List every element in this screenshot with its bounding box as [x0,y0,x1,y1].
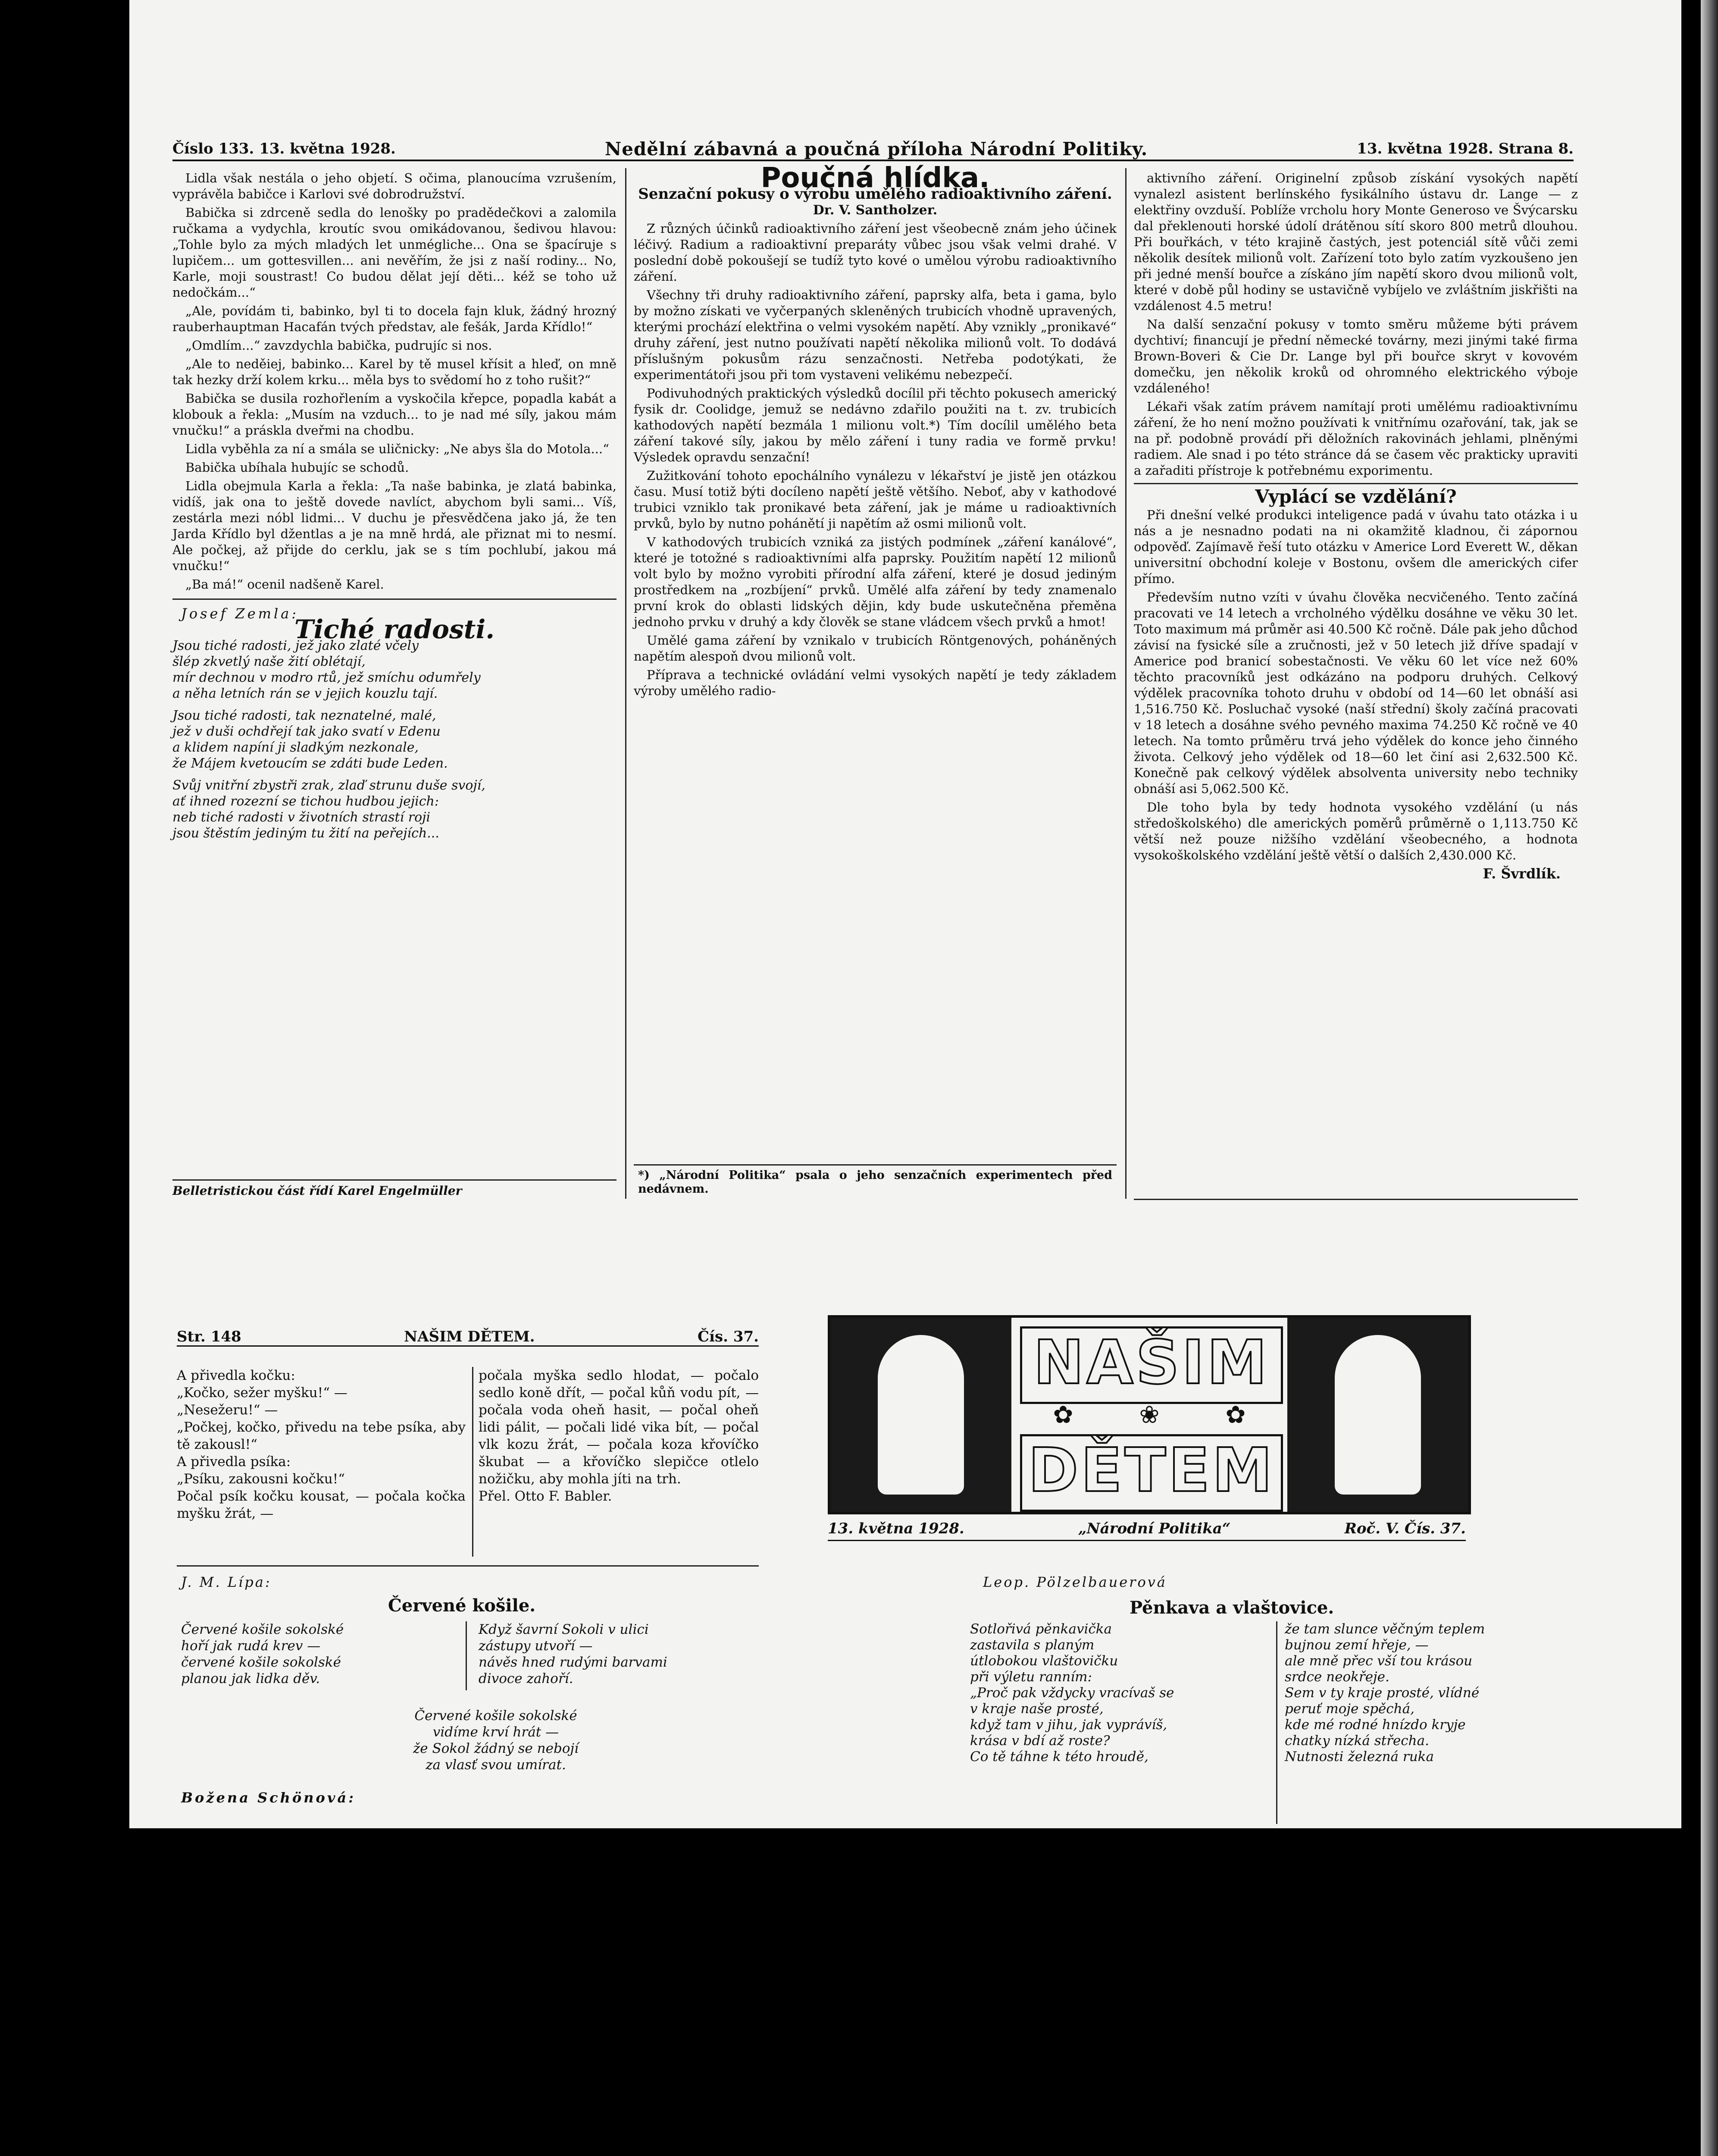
kids-poem-line: „Nesežeru!“ — [177,1402,278,1418]
article-text [634,221,1117,699]
masthead-footer [828,1520,1466,1541]
kids-header [177,1328,759,1347]
poem-line: vidíme krví hrát — [432,1724,559,1740]
kids-poem-line: počala myška sedlo hlodat, — počalo sedlo koně dřít, — počal kůň vodu pít, — počala voda oheň hasit, — počal oheň lidi pálit, — počali lidé vika bít, — počal vlk kozu žrát, — počala koza křovíčko škubat — a křovíčko slepičce otlelo nožičku, aby mohla jíti na trh. [479,1368,759,1487]
poem-line: že Sokol žádný se nebojí [413,1741,579,1756]
column-rule [1125,168,1127,1199]
kids-poem-line: Přel. Otto F. Babler. [479,1489,612,1504]
footnote: *) „Národní Politika“ psala o jeho senzačních experimentech před nedávnem. [638,1169,1112,1196]
poem-line: neb tiché radosti v životních strastí roji [172,810,431,825]
poem-line: Červené košile sokolské [414,1708,577,1724]
kp2-bottom [345,1708,647,1773]
poem-line: Červené košile sokolské [181,1622,344,1637]
poem-line: návěs hned rudými barvami [479,1655,667,1670]
poem-line: a něha letních rán se v jejich kouzlu tají. [172,686,438,701]
poem-line: ať ihned rozezní se tichou hudbou jejich: [172,794,439,809]
poem-stanza [172,708,616,771]
article-title: Senzační pokusy o výrobu umělého radioaktivního záření. [638,185,1112,203]
kids-poem-line: „Počkej, kočko, přivedu na tebe psíka, aby tě zakousl!“ [177,1420,466,1452]
kp3-title: Pěnkava a vlaštovice. [1130,1598,1334,1618]
kp3-right [1285,1621,1587,1765]
kp2-right [479,1621,754,1687]
article-paragraph: V kathodových trubicích vzniká za jistých podmínek „záření kanálové“, které je totožné s radioaktivními alfa paprsky. Použitím napětí 12 milionů volt bylo by možno vyrobiti přírodní alfa záření, které je dosud jediným prostředkem na „rozbíjení“ prvků. Umělé alfa záření by tedy znamenalo první krok do oblasti lidských dějin, kdy bude uskutečněna přeměna jednoho prvku v druhý a kdy člověk se stane vládcem všech prvků a hmot! [634,535,1117,629]
story-paragraph: Babička se dusila rozhořlením a vyskočila křepce, popadla kabát a klobouk a řekla: „Musím na vzduch... to je nad mé síly, jakou mám vnučku!“ a práskla dveřmi na chodbu. [172,391,616,438]
poem-line: že tam slunce věčným teplem [1285,1621,1485,1637]
masthead-date: 13. května 1928. [828,1520,964,1537]
poem-line: a klidem napíní ji sladkým nezkonale, [172,740,419,755]
poem-line: šlép zkvetlý naše žití oblétají, [172,654,366,669]
poem-line: zastavila s planým [970,1637,1095,1653]
next-author: Božena Schönová: [181,1789,356,1806]
article-paragraph: Příprava a technické ovládání velmi vysokých napětí je tedy základem výroby umělého radio- [634,667,1117,698]
story-paragraph: Babička si zdrceně sedla do lenošky po pradědečkovi a zalomila ručkama a vydychla, kroutíc svou omikádovanou, šedivou hlavou: „Tohle bylo za mých mladých let unmégliche... Ona se špacíruje s lupičem... um gottesvillen... ani nevěřím, že jsi z naší rodiny... No, Karle, moji soustrast! Co budou dělat její děti... kéž se toho už nedočkám...“ [172,205,616,300]
column-rule [472,1367,473,1557]
story-paragraph: Lidla vyběhla za ní a smála se uličnicky: „Ne abys šla do Motola...“ [185,442,609,456]
divider [177,1565,759,1567]
poem-line: Sotlořivá pěnkavička [970,1621,1112,1637]
education-paragraph: Dle toho byla by tedy hodnota vysokého vzdělání (u nás středoškolského) dle amerických poměrů průměrně o 1,113.750 Kč větší než pouze nižšího vzdělání všeobecného, a hodnota vysokoškolského vzdělání ještě větší o dalších 2,430.000 Kč. [1134,800,1578,862]
poem-line: peruť moje spěchá, [1285,1701,1414,1717]
poem-line: jsou štěstím jediným tu žití na peřejích... [172,826,439,841]
editor-credit: Belletristickou část řídí Karel Engelmüller [172,1184,462,1198]
story-paragraph: Lidla obejmula Karla a řekla: „Ta naše babinka, je zlatá babinka, vidíš, jak ona to ještě dovede navlíct, abychom byli sami... Víš, zestárla mezi nóbl lidmi... V duchu je přesvědčena jako já, že ten Jarda Křídlo byl džentlas a je na mně hrdá, ale přiznat mi to nesmí. Ale počkej, až přijde do cerklu, jak se s tím pochlubí, jakou má vnučku!“ [172,479,616,573]
education-paragraph: Při dnešní velké produkci inteligence padá v úvahu tato otázka i u nás a je nesnadno podati na ni okamžitě kladnou, či zápornou odpověď. Zajímavě řeší tuto otázku v Americe Lord Everett W., děkan universitní obchodní koleje v Bostonu, ovšem dle amerických cifer přímo. [1134,508,1578,586]
story-text [172,170,616,592]
page-header [172,138,1574,161]
article-paragraph: Umělé gama záření by vznikalo v trubicích Röntgenových, poháněných napětím alespoň dvou milionů volt. [634,633,1117,664]
story-paragraph: Lidla však nestála o jeho objetí. S očima, planoucíma vzrušením, vyprávěla babičce i Karlovi své dobrodružství. [172,171,616,201]
signature: F. Švrdlík. [1483,865,1561,882]
kids-poem-line: Počal psík kočku kousat, — počala kočka myšku žrát, — [177,1489,466,1521]
divider [1134,483,1578,484]
section-title: Poučná hlídka. [760,162,990,194]
article-continuation [1134,170,1578,479]
kids-issue-number: Čís. 37. [698,1328,759,1345]
poem-line: Nutnosti železná ruka [1285,1749,1434,1764]
masthead-word-1: NAŠIM [1020,1326,1283,1404]
poem-body [172,638,616,841]
poem-line: jež v duši ochdřejí tak jako svatí v Edenu [172,724,441,739]
divider [634,1164,1117,1166]
article-paragraph: Z různých účinků radioaktivního záření jest všeobecně znám jeho účinek léčivý. Radium a radioaktivní preparáty vůbec jsou však velmi drahé. V poslední době pokoušejí se tudíž tyto kové o umělou výrobu radioaktivního záření. [634,221,1117,284]
kids-poem-line: A přivedla kočku: [177,1368,295,1383]
poem-line: hoří jak rudá krev — [181,1638,321,1654]
kp2-author: J. M. Lípa: [181,1574,272,1590]
continuation-paragraph: Na další senzační pokusy v tomto směru můžeme býti právem dychtiví; financují je přední německé továrny, mezi jinými také firma Brown-Boveri & Cie Dr. Lange byl při bouřce skryt v kovovém domečku, jen několik kroků od ohromného elektrického výboje vzdáleného! [1134,317,1578,395]
poem-line: Co tě táhne k této hroudě, [970,1749,1148,1764]
masthead-illustration-girl [830,1318,1011,1512]
story-paragraph: Babička ubíhala hubujíc se schodů. [185,460,409,475]
kp3-left [970,1621,1272,1765]
poem-stanza [172,638,616,702]
kids-poem-col-2 [479,1367,759,1505]
kids-section-name: NAŠIM DĚTEM. [404,1328,535,1345]
kids-poem-line: „Kočko, sežer myšku!“ — [177,1385,347,1401]
flower-icon: ✿ [1053,1401,1073,1429]
article-paragraph: Zužitkování tohoto epochálního vynálezu v lékařství je jistě jen otázkou času. Musí totiž býti docíleno napětí ještě většího. Neboť, aby v kathodové trubici vzniklo tak pronikavé beta záření, jak je máme u radioaktivních prvků, bylo by nutno pohánětí ji napětím až osmi milionů volt. [634,468,1117,531]
education-paragraph: Především nutno vzíti v úvahu člověka necvičeného. Tento začíná pracovati ve 14 letech a vrcholného výdělku dosáhne ve věku 30 let. Toto maximum má průměr asi 40.500 Kč ročně. Dále pak jeho důchod závisí na fysické síle a zručnosti, jež v 50 letech již dříve spadají v Americe pod branicí sobestačnosti. Ve věku 60 let více než 60% těchto pracovníků jest odkázáno na podporu druhých. Celkový výdělek pracovníka tohoto druhu v období od 14—60 let obnáší asi 1,516.750 Kč. Posluchač vysoké (naší střední) školy začíná pracovati v 18 letech a dosáhne svého pevného maxima 74.250 Kč ročně ve 40 letech. Na tomto průměru trvá jeho výdělek do konce jeho činného života. Celkový jeho výdělek od 18—60 let činí asi 2,632.500 Kč. Konečně pak celkový výdělek absolventa university nebo techniky obnáší asi 5,062.500 Kč. [1134,590,1578,796]
kids-poem-line: „Psíku, zakousni kočku!“ [177,1471,345,1487]
article-paragraph: Podivuhodných praktických výsledků docílil při těchto pokusech americký fysik dr. Coolidge, jemuž se nedávno zdařilo použiti na t. zv. trubicích kathodových napětí bezmála 1 milionu volt.*) Tím docílil umělého beta záření takové síly, jakou by mělo záření i tuny radia ve formě prvku! Výsledek opravdu senzační! [634,386,1117,464]
poem-line: bujnou zemí hřeje, — [1285,1637,1429,1653]
poem-line: za vlasť svou umírat. [426,1757,566,1773]
poem-line: Jsou tiché radosti, tak neznatelné, malé, [172,708,436,723]
column-rule [466,1621,467,1690]
poem-line: Sem v ty kraje prosté, vlídné [1285,1685,1480,1701]
poem-line: v kraje naše prosté, [970,1701,1104,1717]
header-title: Nedělní zábavná a poučná příloha Národní Politiky. [604,138,1148,160]
poem-line: srdce neokřeje. [1285,1669,1389,1685]
continuation-paragraph: Lékaři však zatím právem namítají proti umělému radioaktivnímu záření, že ho není možno používati k vnitřnímu ozařování, tak, jak se na př. podobně provádí při děložních rakovinách jehlami, plněnými radiem. Ale snad i po této stránce dá se časem věc prakticky upraviti a zařaditi přístroje k potřebnému exporimentu. [1134,399,1578,478]
masthead-ornament [1020,1400,1279,1430]
header-left: Číslo 133. 13. května 1928. [172,140,396,157]
education-title: Vyplácí se vzdělání? [1255,486,1457,507]
right-column [1134,170,1578,882]
poem-line: že Májem kvetoucím se zdáti bude Leden. [172,756,448,771]
poem-line: zástupy utvoří — [479,1638,593,1654]
story-paragraph: „Ba má!“ ocenil nadšeně Karel. [185,577,384,592]
poem-line: Svůj vnitřní zbystři zrak, zlaď strunu duše svojí, [172,778,485,793]
poem-line: kde mé rodné hnízdo kryje [1285,1717,1466,1733]
poem-line: divoce zahoří. [479,1671,573,1686]
education-text [1134,507,1578,863]
kids-page-number: Str. 148 [177,1328,241,1345]
masthead-illustration-boy [1287,1318,1468,1512]
poem-line: „Proč pak vždycky vracívaš se [970,1685,1174,1701]
poem-title: Tiché radosti. [294,614,495,645]
masthead-paper: „Národní Politika“ [1078,1520,1231,1537]
poem-line: když tam v jihu, jak vyprávíš, [970,1717,1167,1733]
poem-line: Jsou tiché radosti, jež jako zlaté včely [172,638,419,653]
poem-line: planou jak lidka děv. [181,1671,320,1686]
divider [172,599,616,600]
poem-line: útlobokou vlaštovičku [970,1653,1118,1669]
story-column [172,170,616,847]
poem-author: Josef Zemla: [181,605,299,622]
flower-icon: ❀ [1139,1401,1160,1429]
poem-line: mír dechnou v modro rtů, jež smíchu odumřely [172,670,481,685]
poem-line: Když šavrní Sokoli v ulici [479,1622,649,1637]
kids-poem-col-1 [177,1367,466,1522]
article-column [634,162,1117,702]
column-rule [625,168,626,1199]
column-rule [1276,1621,1277,1824]
poem-line: při výletu ranním: [970,1669,1092,1685]
poem-stanza [172,777,616,841]
girl-figure-icon [878,1335,964,1495]
kp3-author: Leop. Pölzelbauerová [983,1574,1167,1590]
article-paragraph: Všechny tři druhy radioaktivního záření, paprsky alfa, beta i gama, bylo by možno získati ve vyčerpaných skleněných trubicích vhodně upravených, kterými prochází elektřina o velmi vysokém napětí. Aby vznikly „pronikavé“ druhy záření, jest nutno používati napětí několika milionů volt. To dodává příslušným pokusům rázu senzačnosti. Netřeba podotýkati, že experimentátoři jsou při tom vystaveni velikému nebezpečí. [634,288,1117,382]
masthead-issue: Roč. V. Čís. 37. [1344,1520,1466,1537]
continuation-paragraph: aktivního záření. Originelní způsob získání vysokých napětí vynalezl asistent berlínského fysikálního ústavu dr. Lange — z elektřiny ovzduší. Poblíže vrcholu hory Monte Generoso ve Švýcarsku dal překlenouti horské údolí drátěnou sítí skoro 800 metrů dlouhou. Při bouřkách, v této krajině častých, jest potenciál sítě vůči zemi několik desítek milionů volt. Zařízení toto bylo zatím vyzkoušeno jen při jedné menší bouřce a získáno jím napětí skoro dvou milionů volt, které v době půl hodiny se ustavičně vybíjelo ve zvláštním jiskřišti na vzdálenost 4.5 metru! [1134,171,1578,313]
article-author: Dr. V. Santholzer. [813,203,938,218]
header-right: 13. května 1928. Strana 8. [1357,140,1574,157]
flower-icon: ✿ [1225,1401,1246,1429]
divider [1134,1199,1578,1200]
poem-line: červené košile sokolské [181,1655,341,1670]
kp2-title: Červené košile. [388,1595,536,1616]
masthead-word-2: DĚTEM [1020,1434,1283,1512]
story-paragraph: „Ale, povídám ti, babinko, byl ti to docela fajn kluk, žádný hrozný rauberhauptman Hacafán tvých představ, ale fešák, Jarda Křídlo!“ [172,304,616,334]
poem-line: ale mně přec vší tou krásou [1285,1653,1473,1669]
kids-masthead [828,1315,1471,1514]
kids-poem-line: A přivedla psíka: [177,1454,291,1470]
story-paragraph: „Ale to neděiej, babinko... Karel by tě musel křísit a hleď, on mně tak hezky drží kolem krku... měla bys to svědomí ho z toho rušit?“ [172,357,616,387]
story-paragraph: „Omdlím...“ zavzdychla babička, pudrujíc si nos. [185,338,492,353]
poem-line: krása v bdí až roste? [970,1733,1110,1749]
divider [172,1179,616,1181]
kp2-left [181,1621,457,1687]
boy-figure-icon [1335,1335,1421,1495]
poem-line: chatky nízká střecha. [1285,1733,1429,1749]
page-edge-shadow [1701,0,1718,2156]
